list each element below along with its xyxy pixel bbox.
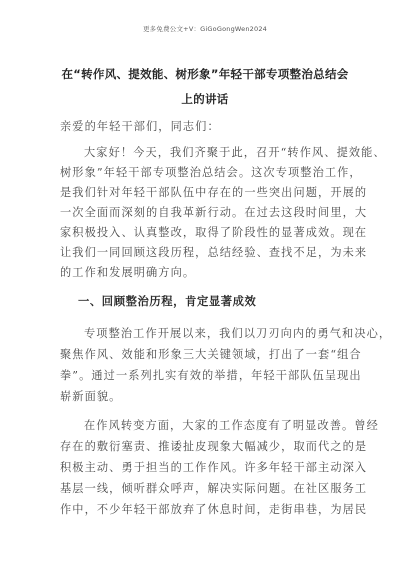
section-1-heading: 一、回顾整治历程，肯定显著成效	[78, 295, 257, 308]
paragraph-3-line-2: 存在的敷衍塞责、推诿扯皮现象大幅减少，取而代之的是	[60, 440, 368, 453]
paragraph-2-line-3: 拳”。通过一系列扎实有效的举措，年轻干部队伍呈现出	[60, 369, 362, 382]
paragraph-1-line-4: 一次全面而深刻的自我革新行动。在过去这段时间里，大	[60, 206, 368, 219]
paragraph-1-line-1: 大家好！今天，我们齐聚于此，召开“转作风、提效能、	[84, 146, 386, 159]
paragraph-1-line-5: 家积极投入、认真整改，取得了阶段性的显著成效。现在	[60, 226, 368, 239]
paragraph-1-line-6: 让我们一同回顾这段历程，总结经验、查找不足，为未来	[60, 246, 368, 259]
paragraph-2-line-2: 聚焦作风、效能和形象三大关键领域，打出了一套“组合	[60, 348, 362, 361]
paragraph-3-line-1: 在作风转变方面，大家的工作态度有了明显改善。曾经	[84, 419, 379, 432]
paragraph-3-line-5: 作中，不少年轻干部放弃了休息时间，走街串巷，为居民	[60, 503, 368, 516]
salutation: 亲爱的年轻干部们，同志们：	[60, 120, 220, 133]
paragraph-1-line-2: 树形象”年轻干部专项整治总结会。这次专项整治工作，	[60, 166, 362, 179]
header-note: 更多免费公文+V：GiGoGongWen2024	[142, 25, 267, 33]
paragraph-3-line-3: 积极主动、勇于担当的工作作风。许多年轻干部主动深入	[60, 461, 368, 474]
paragraph-1-line-3: 是我们针对年轻干部队伍中存在的一些突出问题，开展的	[60, 186, 368, 199]
paragraph-2-line-4: 崭新面貌。	[60, 390, 122, 403]
paragraph-2-line-1: 专项整治工作开展以来，我们以刀刃向内的勇气和决心，	[84, 327, 392, 340]
document-title-line-1: 在“转作风、提效能、树形象”年轻干部专项整治总结会	[61, 67, 349, 81]
paragraph-3-line-4: 基层一线，倾听群众呼声，解决实际问题。在社区服务工	[60, 482, 368, 495]
document-title-line-2: 上的讲话	[181, 92, 229, 106]
paragraph-1-line-7: 的工作和发展明确方向。	[60, 266, 196, 279]
